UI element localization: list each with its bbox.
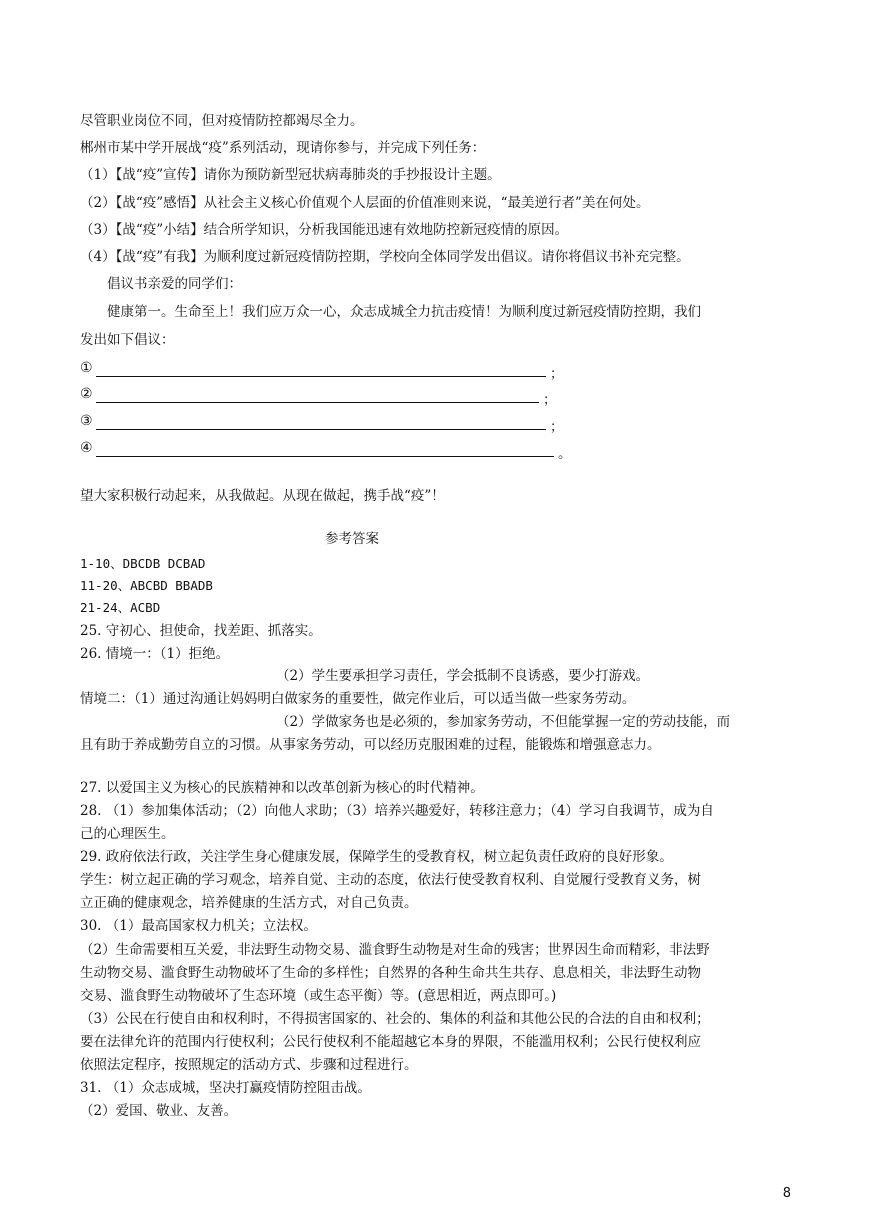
answer-line: 29. 政府依法行政，关注学生身心健康发展，保障学生的受教育权，树立起负责任政府的良好形象。 [80,849,673,865]
closing-line: 望大家积极行动起来，从我做起。从现在做起，携手战“疫”！ [80,488,445,504]
blank-punct: 。 [558,446,572,462]
answer-line: 生动物交易、滥食野生动物破坏了生命的多样性；自然界的各种生命共生共存、息息相关，非法野生动物 [80,965,701,981]
answer-line: 25. 守初心、担使命，找差距、抓落实。 [80,623,322,639]
blank-number: ① [80,360,93,376]
answer-line: （3）公民在行使自由和权利时，不得损害国家的、社会的、集体的利益和其他公民的合法的自由和权利； [80,1011,710,1027]
answer-line: （2）学生要承担学习责任，学会抵制不良诱惑，要少打游戏。 [276,668,650,684]
letter-body: 发出如下倡议： [80,332,175,348]
answer-line: 30. （1）最高国家权力机关；立法权。 [80,918,317,934]
answer-line: （2）生命需要相互关爱，非法野生动物交易、滥食野生动物是对生命的残害；世界因生命而精彩，非法野 [80,942,710,958]
answer-line: 己的心理医生。 [80,826,175,842]
fill-in-line [96,402,539,403]
task-item: （4）【战“疫”有我】为顺利度过新冠疫情防控期，学校向全体同学发出倡议。请你将倡议书补充完整。 [80,249,690,265]
blank-punct: ； [550,366,564,382]
answer-line: 交易、滥食野生动物破坏了生态环境（或生态平衡）等。(意思相近，两点即可。) [80,988,557,1004]
blank-number: ③ [80,413,93,429]
fill-in-line [96,429,546,430]
answer-line: 31. （1）众志成城，坚决打赢疫情防控阻击战。 [80,1080,371,1096]
answer-line: 学生：树立起正确的学习观念，培养自觉、主动的态度，依法行使受教育权利、自觉履行受教育义务，树 [80,872,701,888]
answer-line: 且有助于养成勤劳自立的习惯。从事家务劳动，可以经历克服困难的过程，能锻炼和增强意志力。 [80,737,661,753]
blank-punct: ； [543,392,557,408]
answer-line: 11-20、ABCBD BBADB [80,578,213,593]
answers-title: 参考答案 [325,531,379,547]
answer-line: 立正确的健康观念，培养健康的生活方式，对自己负责。 [80,895,418,911]
page-number: 8 [782,1186,791,1201]
letter-body: 健康第一。生命至上！我们应万众一心，众志成城全力抗击疫情！为顺利度过新冠疫情防控期，我们 [107,304,701,320]
text-line: 尽管职业岗位不同，但对疫情防控都竭尽全力。 [80,113,364,129]
answer-line: 21-24、ACBD [80,600,161,615]
fill-in-line [96,456,554,457]
task-item: （1）【战“疫”宣传】请你为预防新型冠状病毒肺炎的手抄报设计主题。 [80,167,501,183]
answer-line: 依照法定程序，按照规定的活动方式、步骤和过程进行。 [80,1057,418,1073]
answer-line: 情境二：（1）通过沟通让妈妈明白做家务的重要性，做完作业后，可以适当做一些家务劳动。 [80,691,636,707]
letter-salutation: 倡议书亲爱的同学们： [107,276,242,292]
answer-line: 27. 以爱国主义为核心的民族精神和以改革创新为核心的时代精神。 [80,780,484,796]
answer-line: 28. （1）参加集体活动；（2）向他人求助；（3）培养兴趣爱好，转移注意力；（4）学习自我调节，成为自 [80,803,714,819]
blank-number: ② [80,386,93,402]
blank-number: ④ [80,440,93,456]
answer-line: （2）爱国、敬业、友善。 [80,1103,238,1119]
answer-line: （2）学做家务也是必须的，参加家务劳动，不但能掌握一定的劳动技能，而 [276,714,731,730]
task-item: （2）【战“疫”感悟】从社会主义核心价值观个人层面的价值准则来说，“最美逆行者”美在何处。 [80,195,650,211]
task-item: （3）【战“疫”小结】结合所学知识，分析我国能迅速有效地防控新冠疫情的原因。 [80,222,569,238]
fill-in-line [96,376,546,377]
answer-line: 26. 情境一：（1）拒绝。 [80,646,230,662]
text-line: 郴州市某中学开展战“疫”系列活动，现请你参与，并完成下列任务： [80,140,486,156]
answer-line: 1-10、DBCDB DCBAD [80,556,206,571]
answer-line: 要在法律允许的范围内行使权利；公民行使权利不能超越它本身的界限，不能滥用权利；公民行使权利应 [80,1034,701,1050]
blank-punct: ； [550,419,564,435]
